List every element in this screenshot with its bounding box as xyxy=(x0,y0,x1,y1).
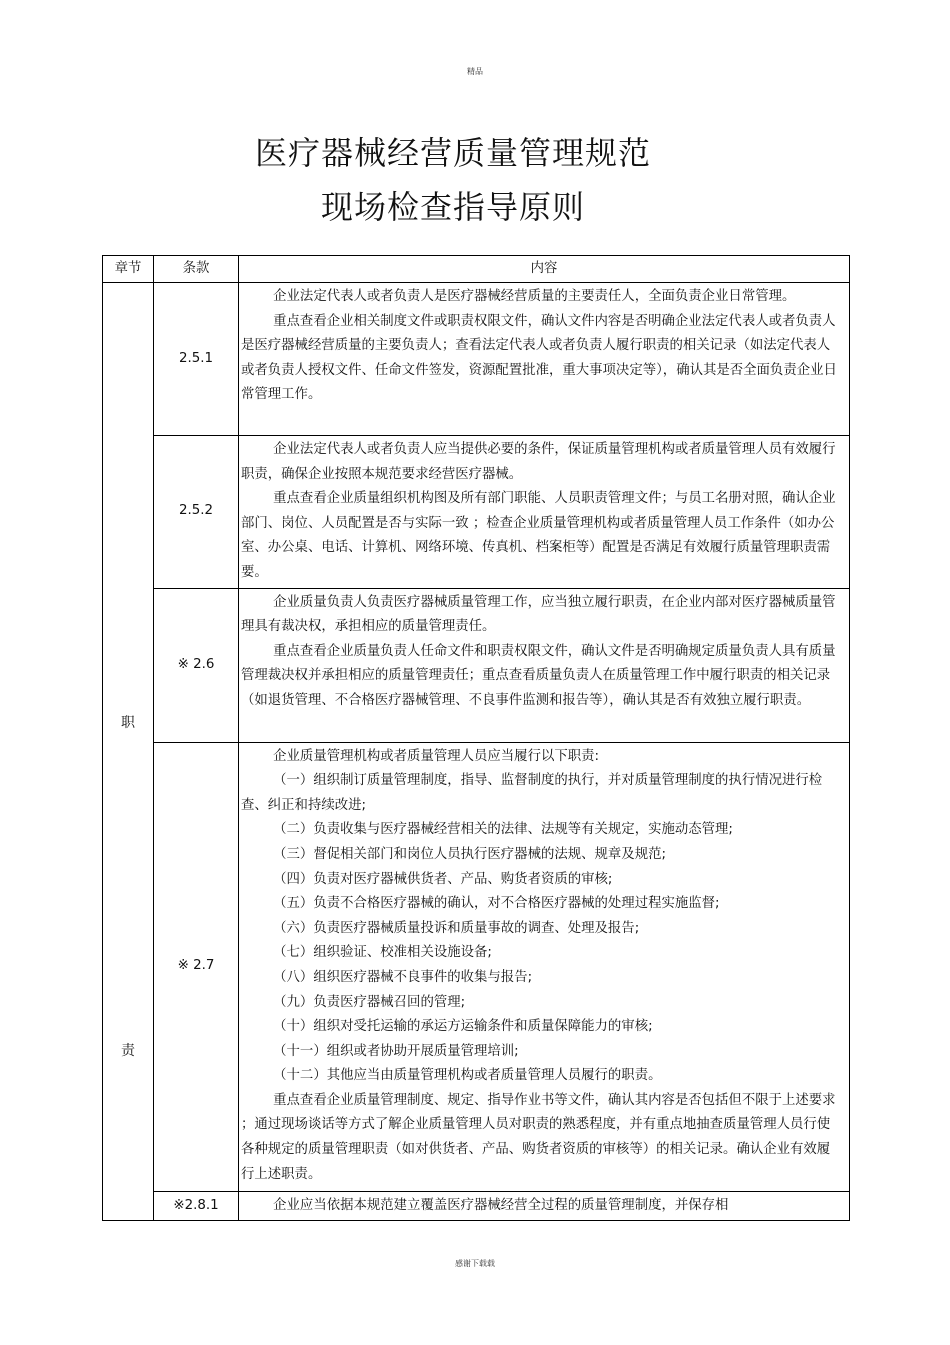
clause-number: ※ 2.7 xyxy=(154,742,239,1191)
content-paragraph: 企业质量负责人负责医疗器械质量管理工作，应当独立履行职责，在企业内部对医疗器械质量管理具有裁决权，承担相应的质量管理责任。 xyxy=(241,594,836,635)
document-subtitle: 现场检查指导原则 xyxy=(320,188,585,226)
content-paragraph: 重点查看企业质量负责人任命文件和职责权限文件，确认文件是否明确规定质量负责人具有质量管理裁决权并承担相应的质量管理责任；重点查看质量负责人在质量管理工作中履行职责的相关记录（如退货管理、不合格医疗器械管理、不良事件监测和报告等），确认其是否有效独立履行职责。 xyxy=(241,643,836,708)
table-row xyxy=(103,1191,850,1221)
inspection-table xyxy=(102,255,850,1221)
content-paragraph: 企业法定代表人或者负责人是医疗器械经营质量的主要责任人，全面负责企业日常管理。 xyxy=(273,289,796,304)
content-paragraph: （十）组织对受托运输的承运方运输条件和质量保障能力的审核; xyxy=(273,1019,653,1035)
header-content: 内容 xyxy=(239,256,850,283)
content-paragraph: （十二）其他应当由质量管理机构或者质量管理人员履行的职责。 xyxy=(273,1068,662,1084)
footer-watermark: 感谢下载载 xyxy=(455,1259,495,1268)
clause-number: ※2.8.1 xyxy=(154,1191,239,1221)
clause-number: ※ 2.6 xyxy=(154,588,239,742)
content-paragraph: （七）组织验证、校准相关设施设备; xyxy=(273,945,492,961)
clause-number: 2.5.2 xyxy=(154,436,239,589)
content-paragraph: （三）督促相关部门和岗位人员执行医疗器械的法规、规章及规范; xyxy=(273,846,666,862)
chapter-cell xyxy=(103,283,154,1221)
document-title: 医疗器械经营质量管理规范 xyxy=(254,134,651,172)
clause-content xyxy=(239,742,850,1191)
content-paragraph: （四）负责对医疗器械供货者、产品、购货者资质的审核; xyxy=(273,871,613,887)
content-paragraph: （六）负责医疗器械质量投诉和质量事故的调查、处理及报告; xyxy=(273,920,640,936)
content-paragraph: （八）组织医疗器械不良事件的收集与报告; xyxy=(273,969,533,985)
chapter-char: 责 xyxy=(121,1043,135,1059)
content-paragraph: （二）负责收集与医疗器械经营相关的法律、法规等有关规定，实施动态管理; xyxy=(273,822,733,838)
header-watermark: 精品 xyxy=(467,67,483,76)
table-row xyxy=(103,283,850,436)
table-row xyxy=(103,742,850,1191)
content-paragraph: 企业应当依据本规范建立覆盖医疗器械经营全过程的质量管理制度，并保存相 xyxy=(273,1197,729,1213)
content-paragraph: （五）负责不合格医疗器械的确认，对不合格医疗器械的处理过程实施监督; xyxy=(273,896,720,912)
chapter-char: 职 xyxy=(121,715,135,731)
content-paragraph: （一）组织制订质量管理制度，指导、监督制度的执行，并对质量管理制度的执行情况进行检查、纠正和持续改进; xyxy=(241,773,823,813)
content-paragraph: 企业法定代表人或者负责人应当提供必要的条件，保证质量管理机构或者质量管理人员有效履行职责，确保企业按照本规范要求经营医疗器械。 xyxy=(241,442,836,482)
content-paragraph: （十一）组织或者协助开展质量管理培训; xyxy=(273,1043,519,1059)
clause-content xyxy=(239,1191,850,1221)
clause-content xyxy=(239,283,850,436)
table-row xyxy=(103,588,850,742)
header-chapter: 章节 xyxy=(103,256,154,283)
content-paragraph: （九）负责医疗器械召回的管理; xyxy=(273,994,466,1010)
clause-content xyxy=(239,588,850,742)
table-header-row xyxy=(103,256,850,283)
clause-number: 2.5.1 xyxy=(154,283,239,436)
content-paragraph: 重点查看企业质量组织机构图及所有部门职能、人员职责管理文件；与员工名册对照，确认企业部门、岗位、人员配置是否与实际一致 ；检查企业质量管理机构或者质量管理人员工作条件（如办公室、办公桌、电话、计算机、网络环境、传真机、档案柜等）配置是否满足有效履行质量管理职责需要。 xyxy=(241,491,836,580)
table-row xyxy=(103,436,850,589)
header-clause: 条款 xyxy=(154,256,239,283)
clause-content xyxy=(239,436,850,589)
content-paragraph: 企业质量管理机构或者质量管理人员应当履行以下职责: xyxy=(273,748,600,764)
content-paragraph: 重点查看企业质量管理制度、规定、指导作业书等文件，确认其内容是否包括但不限于上述要求 ；通过现场谈话等方式了解企业质量管理人员对职责的熟悉程度，并有重点地抽查质量管理人员行使各种规定的质量管理职责（如对供货者、产品、购货者资质的审核等）的相关记录。确认企业有效履行上述职责。 xyxy=(241,1092,836,1182)
content-paragraph: 重点查看企业相关制度文件或职责权限文件，确认文件内容是否明确企业法定代表人或者负责人是医疗器械经营质量的主要负责人；查看法定代表人或者负责人履行职责的相关记录（如法定代表人或者负责人授权文件、任命文件签发，资源配置批准，重大事项决定等），确认其是否全面负责企业日常管理工作。 xyxy=(241,313,837,403)
